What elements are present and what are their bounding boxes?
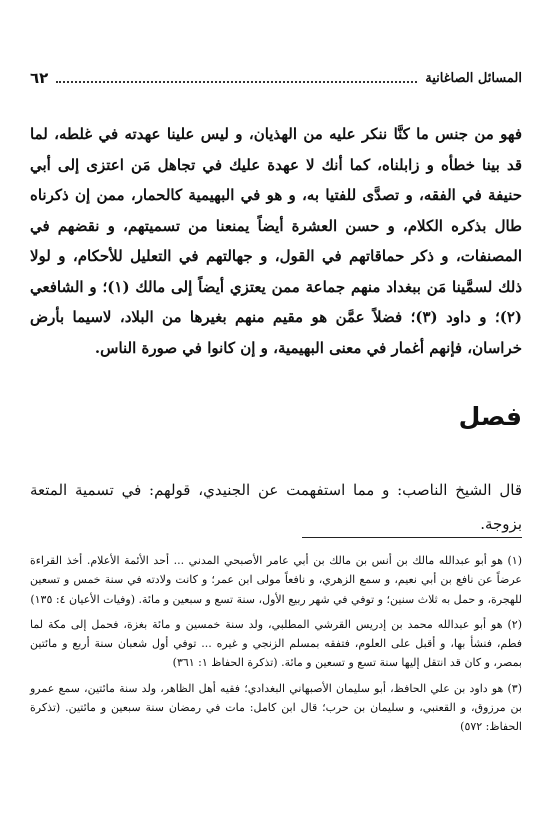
footnote-3: (٣) هو داود بن علي الحافظ، أبو سليمان الأصبهاني البغدادي؛ فقيه أهل الظاهر، ولد سنة مائتين، سمع عمرو بن مرزوق، و القعنبي، و سليمان بن حرب؛ قال ابن كامل: مات في رمضان سنة سبعين و مائتين. (تذكرة الحفاظ: ٥٧٢) bbox=[30, 681, 522, 734]
footnote-1: (١) هو أبو عبدالله مالك بن أنس بن مالك بن أبي عامر الأصبحي المدني ... أحد الأئمة الأعلام. أخذ القراءة عرضاً عن نافع بن أبي نعيم، و سمع الزهري، و نافعاً مولى ابن عمر؛ و كانت ولادته في سنة خمس و تسعين للهجرة، و حمل به ثلاث سنين؛ و توفي في شهر ربيع الأول، سنة تسع و سبعين و مائة. (وفيات الأعيان ٤: ١٣٥) bbox=[30, 554, 522, 606]
section-text: قال الشيخ الناصب: و مما استفهمت عن الجنيدي، قولهم: في تسمية المتعة بزوجة. bbox=[30, 481, 522, 533]
page-number: ٦٢ bbox=[30, 69, 49, 87]
footnote-2: (٢) هو أبو عبدالله محمد بن إدريس القرشي المطلبي، ولد سنة خمسين و مائة بغزة، فحمل إلى مكة لما فطم، فنشأ بها، و أقبل على العلوم، فتفقه بمسلم الزنجي و غيره ... توفي أول شعبان سنة أربع و مائتين بمصر، و كان قد انتقل إليها سنة تسع و تسعين و مائة. (تذكرة الحفاظ ١: ٣٦١) bbox=[30, 617, 522, 670]
footnote-separator bbox=[302, 537, 522, 538]
footnotes bbox=[30, 551, 522, 743]
section-heading: فصل bbox=[458, 402, 522, 431]
running-title: المسائل الصاغانية bbox=[425, 70, 522, 86]
header-dotted-leader bbox=[56, 81, 417, 83]
main-paragraph: فهو من جنس ما كنَّا ننكر عليه من الهذيان، و ليس علينا عهدته في غلطه، لما قد بينا خطأه و زابلناه، كما أنك لا عهدة عليك في تجاهل مَن اعتزى إلى أبي حنيفة في الفقه، و تصدَّى للفتيا به، و هو في البهيمية كالحمار، ممن إن ذكرناه طال بذكره الكلام، و حسن العشرة أيضاً يمنعنا من تسميتهم، و نقضهم في المصنفات، و ذكر حماقاتهم في القول، و جهالتهم في التعليل للأحكام، و لولا ذلك لسمَّينا مَن ببغداد منهم جماعة ممن يعتزي أيضاً إلى مالك (١)؛ و الشافعي (٢)؛ و داود (٣)؛ فضلاً عمَّن هو مقيم منهم بغيرها من البلاد، لاسيما بأرض خراسان، فإنهم أغمار في معنى البهيمية، و إن كانوا في صورة الناس. bbox=[30, 125, 523, 357]
page-header bbox=[30, 66, 522, 90]
